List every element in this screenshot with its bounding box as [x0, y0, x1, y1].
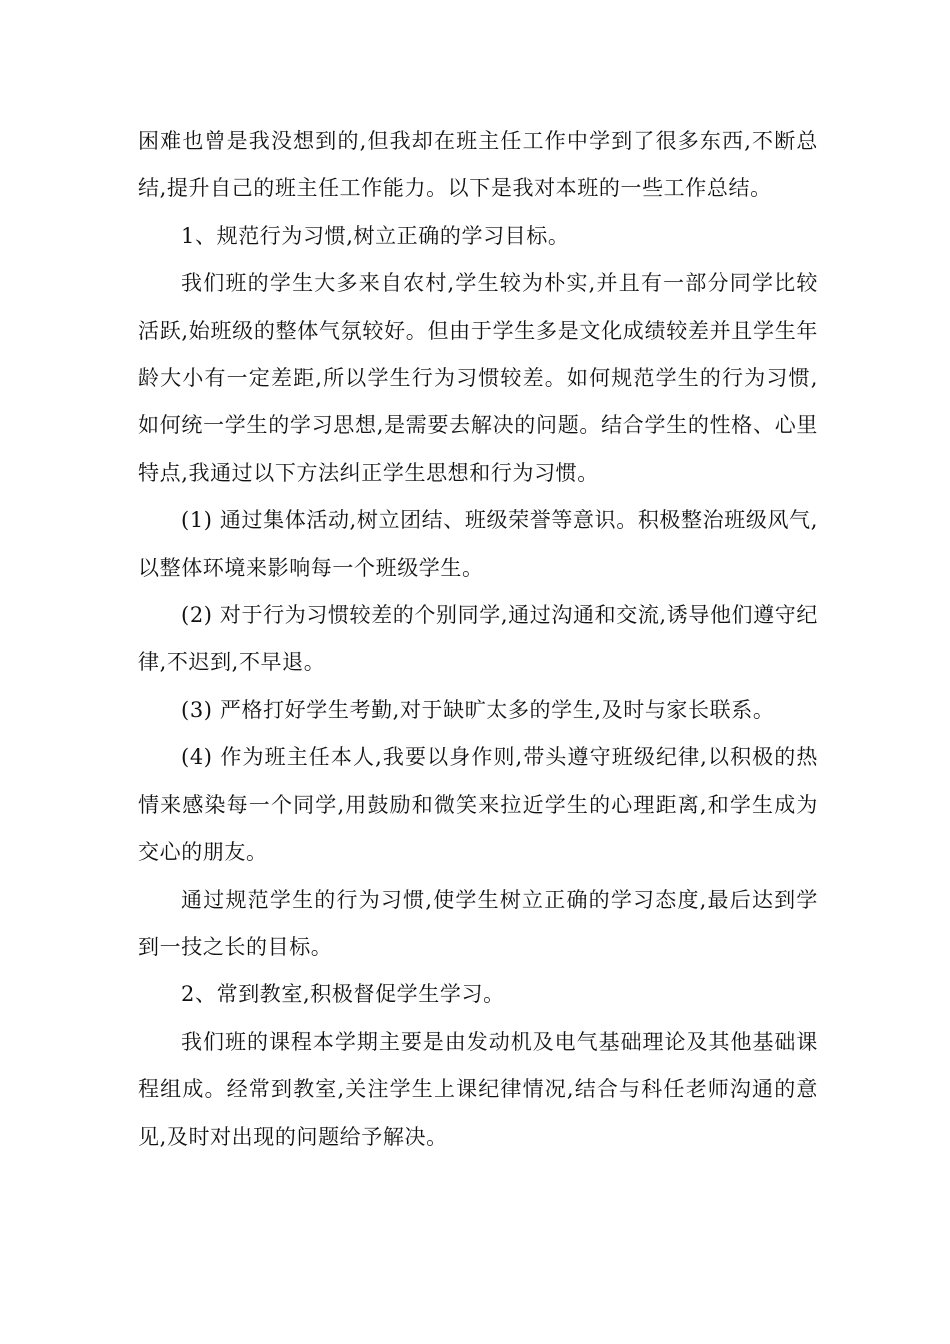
section-heading-2: 2、常到教室,积极督促学生学习。 [181, 982, 505, 1007]
paragraph-intro-continued: 困难也曾是我没想到的,但我却在班主任工作中学到了很多东西,不断总结,提升自己的班主任工作能力。以下是我对本班的一些工作总结。 [138, 129, 818, 201]
paragraph-courses: 我们班的课程本学期主要是由发动机及电气基础理论及其他基础课程组成。经常到教室,关注学生上课纪律情况,结合与科任老师沟通的意见,及时对出现的问题给予解决。 [138, 1029, 818, 1149]
list-item-2: (2) 对于行为习惯较差的个别同学,通过沟通和交流,诱导他们遵守纪律,不迟到,不早退。 [138, 603, 818, 675]
document-body [138, 118, 818, 1161]
list-item-1: (1) 通过集体活动,树立团结、班级荣誉等意识。积极整治班级风气,以整体环境来影响每一个班级学生。 [138, 508, 818, 580]
section-heading-1: 1、规范行为习惯,树立正确的学习目标。 [181, 223, 570, 248]
paragraph-summary: 通过规范学生的行为习惯,使学生树立正确的学习态度,最后达到学到一技之长的目标。 [138, 887, 818, 959]
list-item-4: (4) 作为班主任本人,我要以身作则,带头遵守班级纪律,以积极的热情来感染每一个同学,用鼓励和微笑来拉近学生的心理距离,和学生成为交心的朋友。 [138, 745, 818, 865]
paragraph-student-background: 我们班的学生大多来自农村,学生较为朴实,并且有一部分同学比较活跃,始班级的整体气氛较好。但由于学生多是文化成绩较差并且学生年龄大小有一定差距,所以学生行为习惯较差。如何规范学生的行为习惯,如何统一学生的学习思想,是需要去解决的问题。结合学生的性格、心里特点,我通过以下方法纠正学生思想和行为习惯。 [138, 271, 818, 485]
list-item-3: (3) 严格打好学生考勤,对于缺旷太多的学生,及时与家长联系。 [181, 697, 775, 722]
